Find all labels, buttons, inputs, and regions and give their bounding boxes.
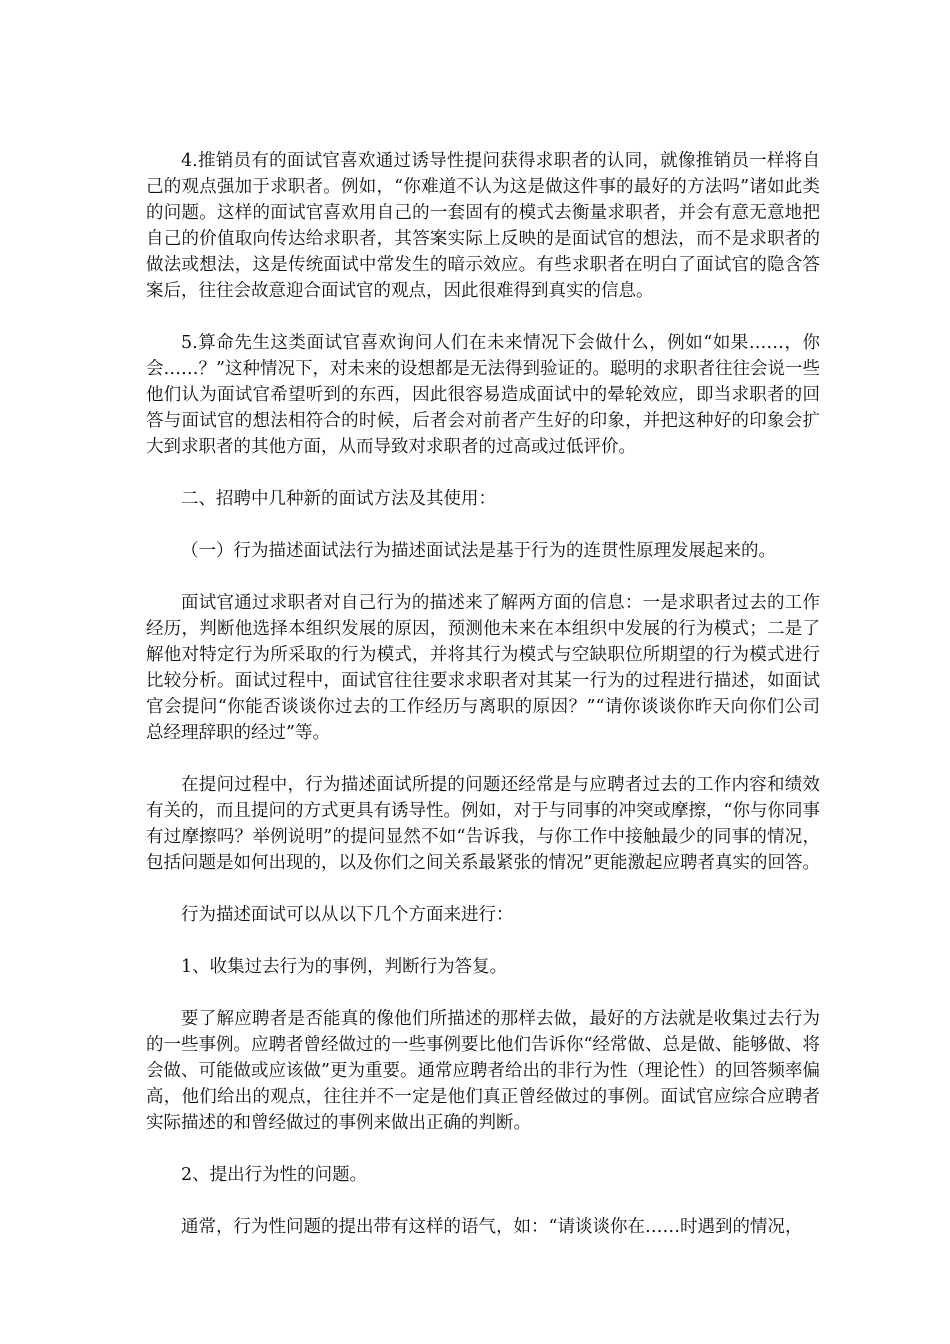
paragraph-behavior-description-info: 面试官通过求职者对自己行为的描述来了解两方面的信息：一是求职者过去的工作经历，判断他选择本组织发展的原因，预测他未来在本组织中发展的行为模式；二是了解他对特定行为所采取的行为模式，并将其行为模式与空缺职位所期望的行为模式进行比较分析。面试过程中，面试官往往要求求职者对其某一行为的过程进行描述，如面试官会提问“你能否谈谈你过去的工作经历与离职的原因？”“请你谈谈你昨天向你们公司总经理辞职的经过”等。: [146, 593, 820, 743]
paragraph-salesman-interviewer: 4.推销员有的面试官喜欢通过诱导性提问获得求职者的认同，就像推销员一样将自己的观点强加于求职者。例如，“你难道不认为这是做这件事的最好的方法吗”诸如此类的问题。这样的面试官喜欢用自己的一套固有的模式去衡量求职者，并会有意无意地把自己的价值取向传达给求职者，其答案实际上反映的是面试官的想法，而不是求职者的做法或想法，这是传统面试中常发生的暗示效应。有些求职者在明白了面试官的隐含答案后，往往会故意迎合面试官的观点，因此很难得到真实的信息。: [146, 151, 820, 301]
paragraph-fortune-teller-interviewer: 5.算命先生这类面试官喜欢询问人们在未来情况下会做什么，例如“如果……，你会……？”这种情况下，对未来的设想都是无法得到验证的。聪明的求职者往往会说一些他们认为面试官希望听到的东西，因此很容易造成面试中的晕轮效应，即当求职者的回答与面试官的想法相符合的时候，后者会对前者产生好的印象，并把这种好的印象会扩大到求职者的其他方面，从而导致对求职者的过高或过低评价。: [146, 333, 820, 457]
section-heading-new-methods: 二、招聘中几种新的面试方法及其使用：: [181, 489, 496, 509]
heading-collect-past-behavior: 1、收集过去行为的事例，判断行为答复。: [181, 957, 508, 977]
heading-behavioral-questions: 2、提出行为性的问题。: [181, 1165, 368, 1185]
document-body: [146, 148, 820, 1266]
paragraph-collect-examples: 要了解应聘者是否能真的像他们所描述的那样去做，最好的方法就是收集过去行为的一些事例。应聘者曾经做过的一些事例要比他们告诉你“经常做、总是做、能够做、将会做、可能做或应该做”更为重要。通常应聘者给出的非行为性（理论性）的回答频率偏高，他们给出的观点，往往并不一定是他们真正曾经做过的事例。面试官应综合应聘者实际描述的和曾经做过的事例来做出正确的判断。: [146, 1009, 820, 1133]
subsection-heading-behavior-description: （一）行为描述面试法行为描述面试法是基于行为的连贯性原理发展起来的。: [181, 541, 776, 561]
paragraph-questioning-process: 在提问过程中，行为描述面试所提的问题还经常是与应聘者过去的工作内容和绩效有关的，而且提问的方式更具有诱导性。例如，对于与同事的冲突或摩擦，“你与你同事有过摩擦吗？举例说明”的提问显然不如“告诉我，与你工作中接触最少的同事的情况，包括问题是如何出现的，以及你们之间关系最紧张的情况”更能激起应聘者真实的回答。: [146, 775, 820, 873]
paragraph-behavioral-question-tone: 通常，行为性问题的提出带有这样的语气，如：“请谈谈你在……时遇到的情况，: [181, 1217, 803, 1237]
heading-aspects-intro: 行为描述面试可以从以下几个方面来进行：: [181, 905, 514, 925]
